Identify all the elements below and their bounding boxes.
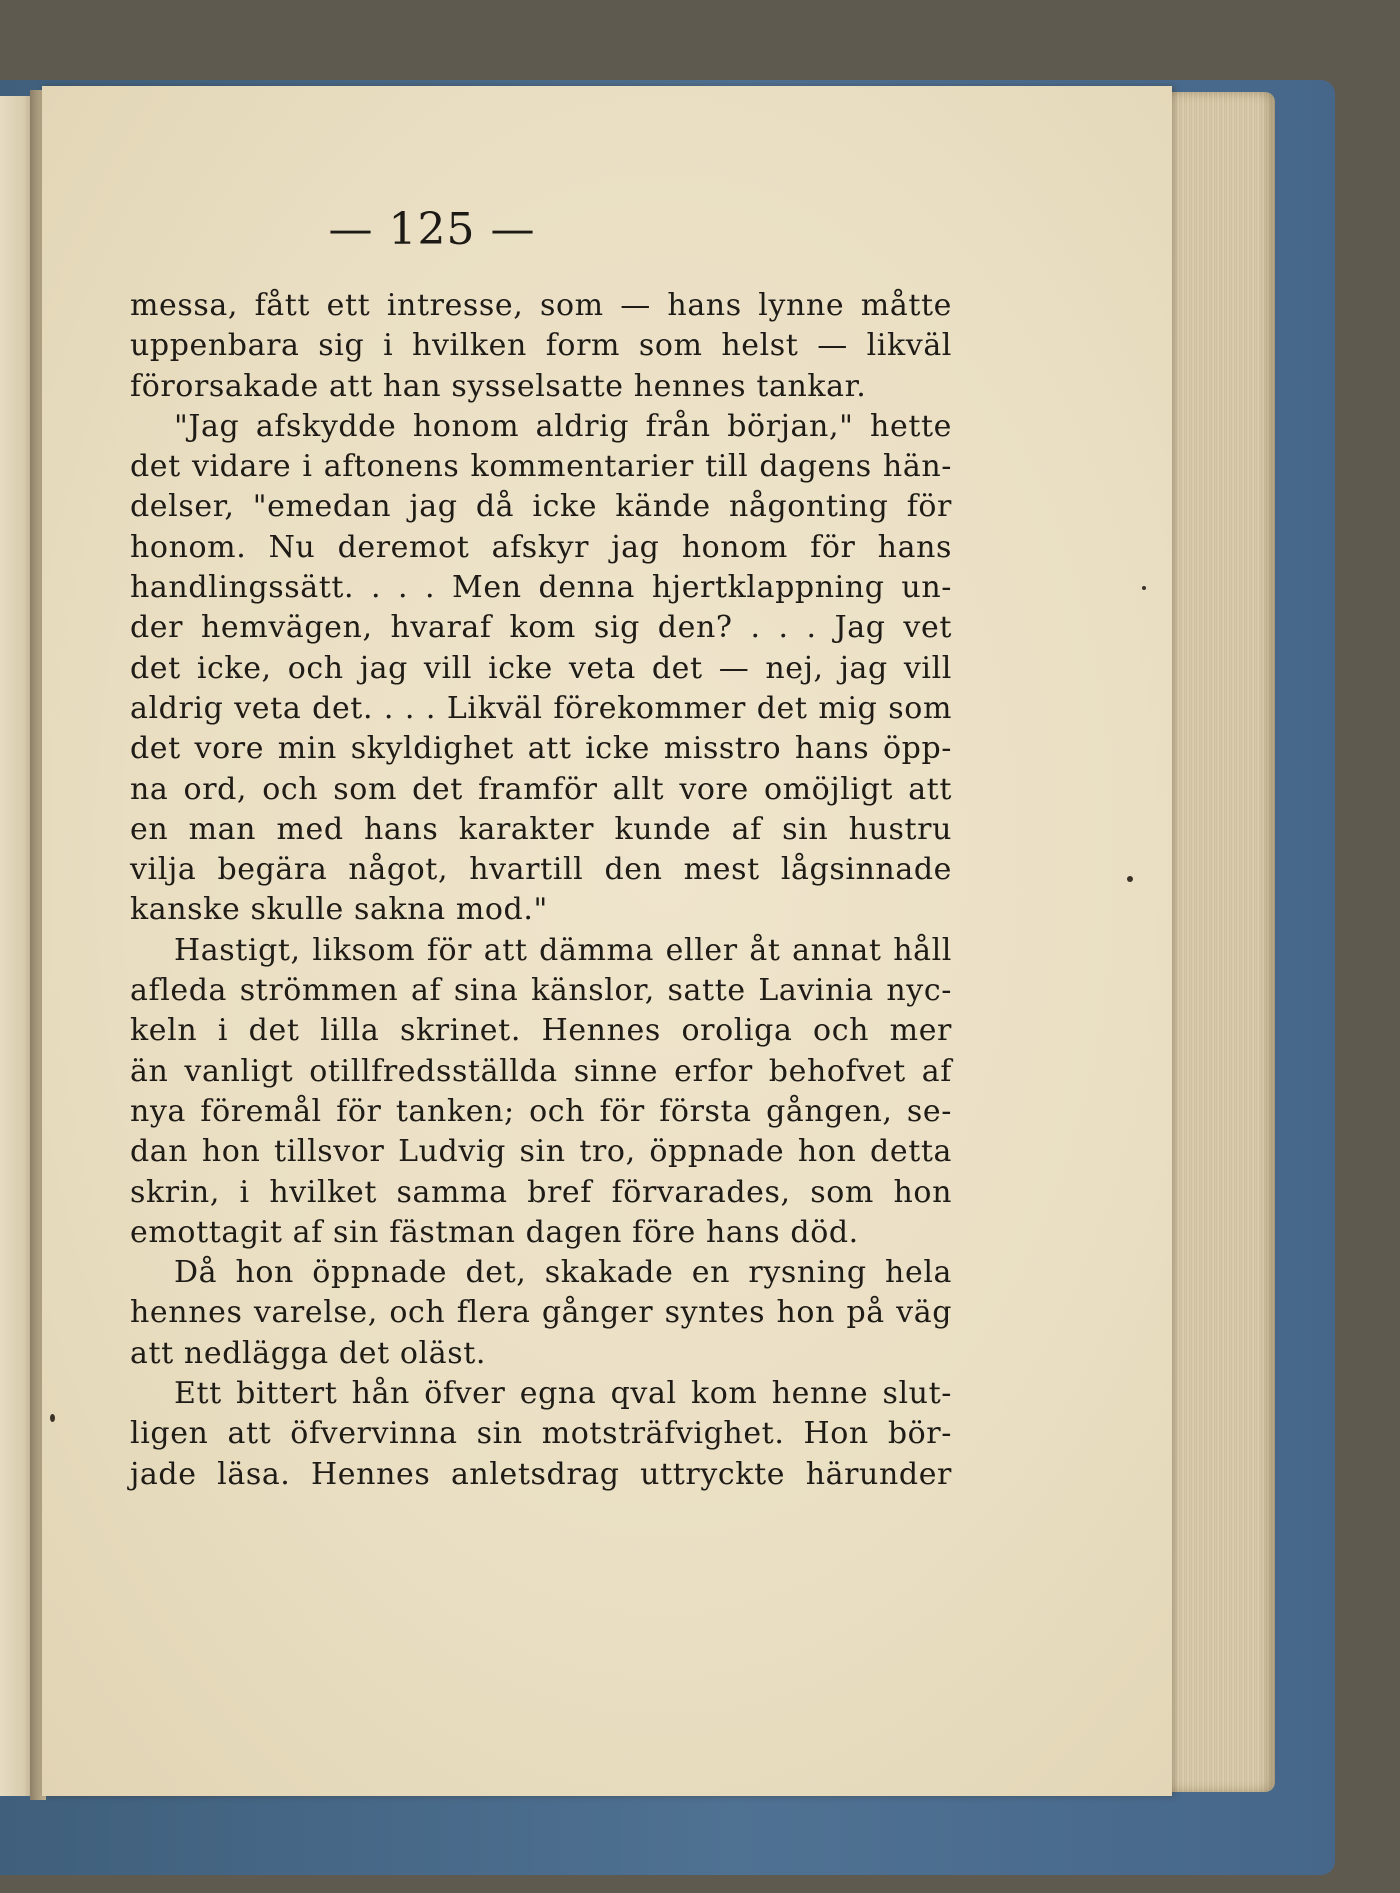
page-number: — 125 — — [328, 204, 536, 255]
text-line: det vidare i aftonens kommentarier till dagens hän- — [130, 449, 952, 485]
text-line: dan hon tillsvor Ludvig sin tro, öppnade hon detta — [130, 1134, 952, 1170]
text-line: Hastigt, liksom för att dämma eller åt annat håll — [174, 932, 952, 968]
text-line: hennes varelse, och flera gånger syntes hon på väg — [130, 1295, 952, 1331]
text-line: Då hon öppnade det, skakade en rysning hela — [174, 1255, 952, 1291]
text-line: jade läsa. Hennes anletsdrag uttryckte härunder — [130, 1456, 952, 1492]
text-line: än vanligt otillfredsställda sinne erfor behofvet af — [130, 1053, 952, 1089]
text-line: Ett bittert hån öfver egna qval kom henne slut- — [174, 1376, 952, 1412]
text-line: handlingssätt. . . . Men denna hjertklappning un- — [130, 570, 952, 606]
paper-speck — [1127, 876, 1133, 882]
text-line: afleda strömmen af sina känslor, satte Lavinia nyc- — [130, 973, 952, 1009]
text-line: der hemvägen, hvaraf kom sig den? . . . Jag vet — [130, 610, 952, 646]
paper-speck — [1142, 586, 1146, 590]
text-line: messa, fått ett intresse, som — hans lynne måtte — [130, 288, 952, 323]
text-line: aldrig veta det. . . . Likväl förekommer det mig som — [130, 690, 952, 726]
paper-speck — [50, 1414, 55, 1422]
text-line: na ord, och som det framför allt vore omöjligt att — [130, 771, 952, 807]
text-line: delser, "emedan jag då icke kände någonting för — [130, 489, 952, 525]
text-line: skrin, i hvilket samma bref förvarades, som hon — [130, 1174, 952, 1210]
text-line: ligen att öfvervinna sin motsträfvighet. Hon bör- — [130, 1416, 952, 1452]
page-edges — [1165, 92, 1275, 1792]
text-line: nya föremål för tanken; och för första gången, se- — [130, 1093, 952, 1129]
text-line: en man med hans karakter kunde af sin hustru — [130, 811, 952, 847]
page-text — [130, 286, 952, 1495]
text-line: honom. Nu deremot afskyr jag honom för hans — [130, 529, 952, 565]
text-line: keln i det lilla skrinet. Hennes oroliga och mer — [130, 1013, 952, 1049]
text-line: förorsakade att han sysselsatte hennes tankar. — [130, 368, 867, 404]
book-page — [42, 86, 1172, 1796]
text-line: uppenbara sig i hvilken form som helst — likväl — [130, 328, 952, 364]
text-line: "Jag afskydde honom aldrig från början," hette — [174, 408, 952, 444]
text-line: det icke, och jag vill icke veta det — nej, jag vill — [130, 650, 952, 686]
text-line: emottagit af sin fästman dagen före hans död. — [130, 1214, 859, 1250]
previous-page-edge — [0, 96, 34, 1796]
text-line: det vore min skyldighet att icke misstro hans öpp- — [130, 731, 952, 767]
text-line: vilja begära något, hvartill den mest lågsinnade — [130, 852, 952, 888]
text-line: kanske skulle sakna mod." — [130, 892, 548, 928]
text-line: att nedlägga det oläst. — [130, 1335, 487, 1371]
